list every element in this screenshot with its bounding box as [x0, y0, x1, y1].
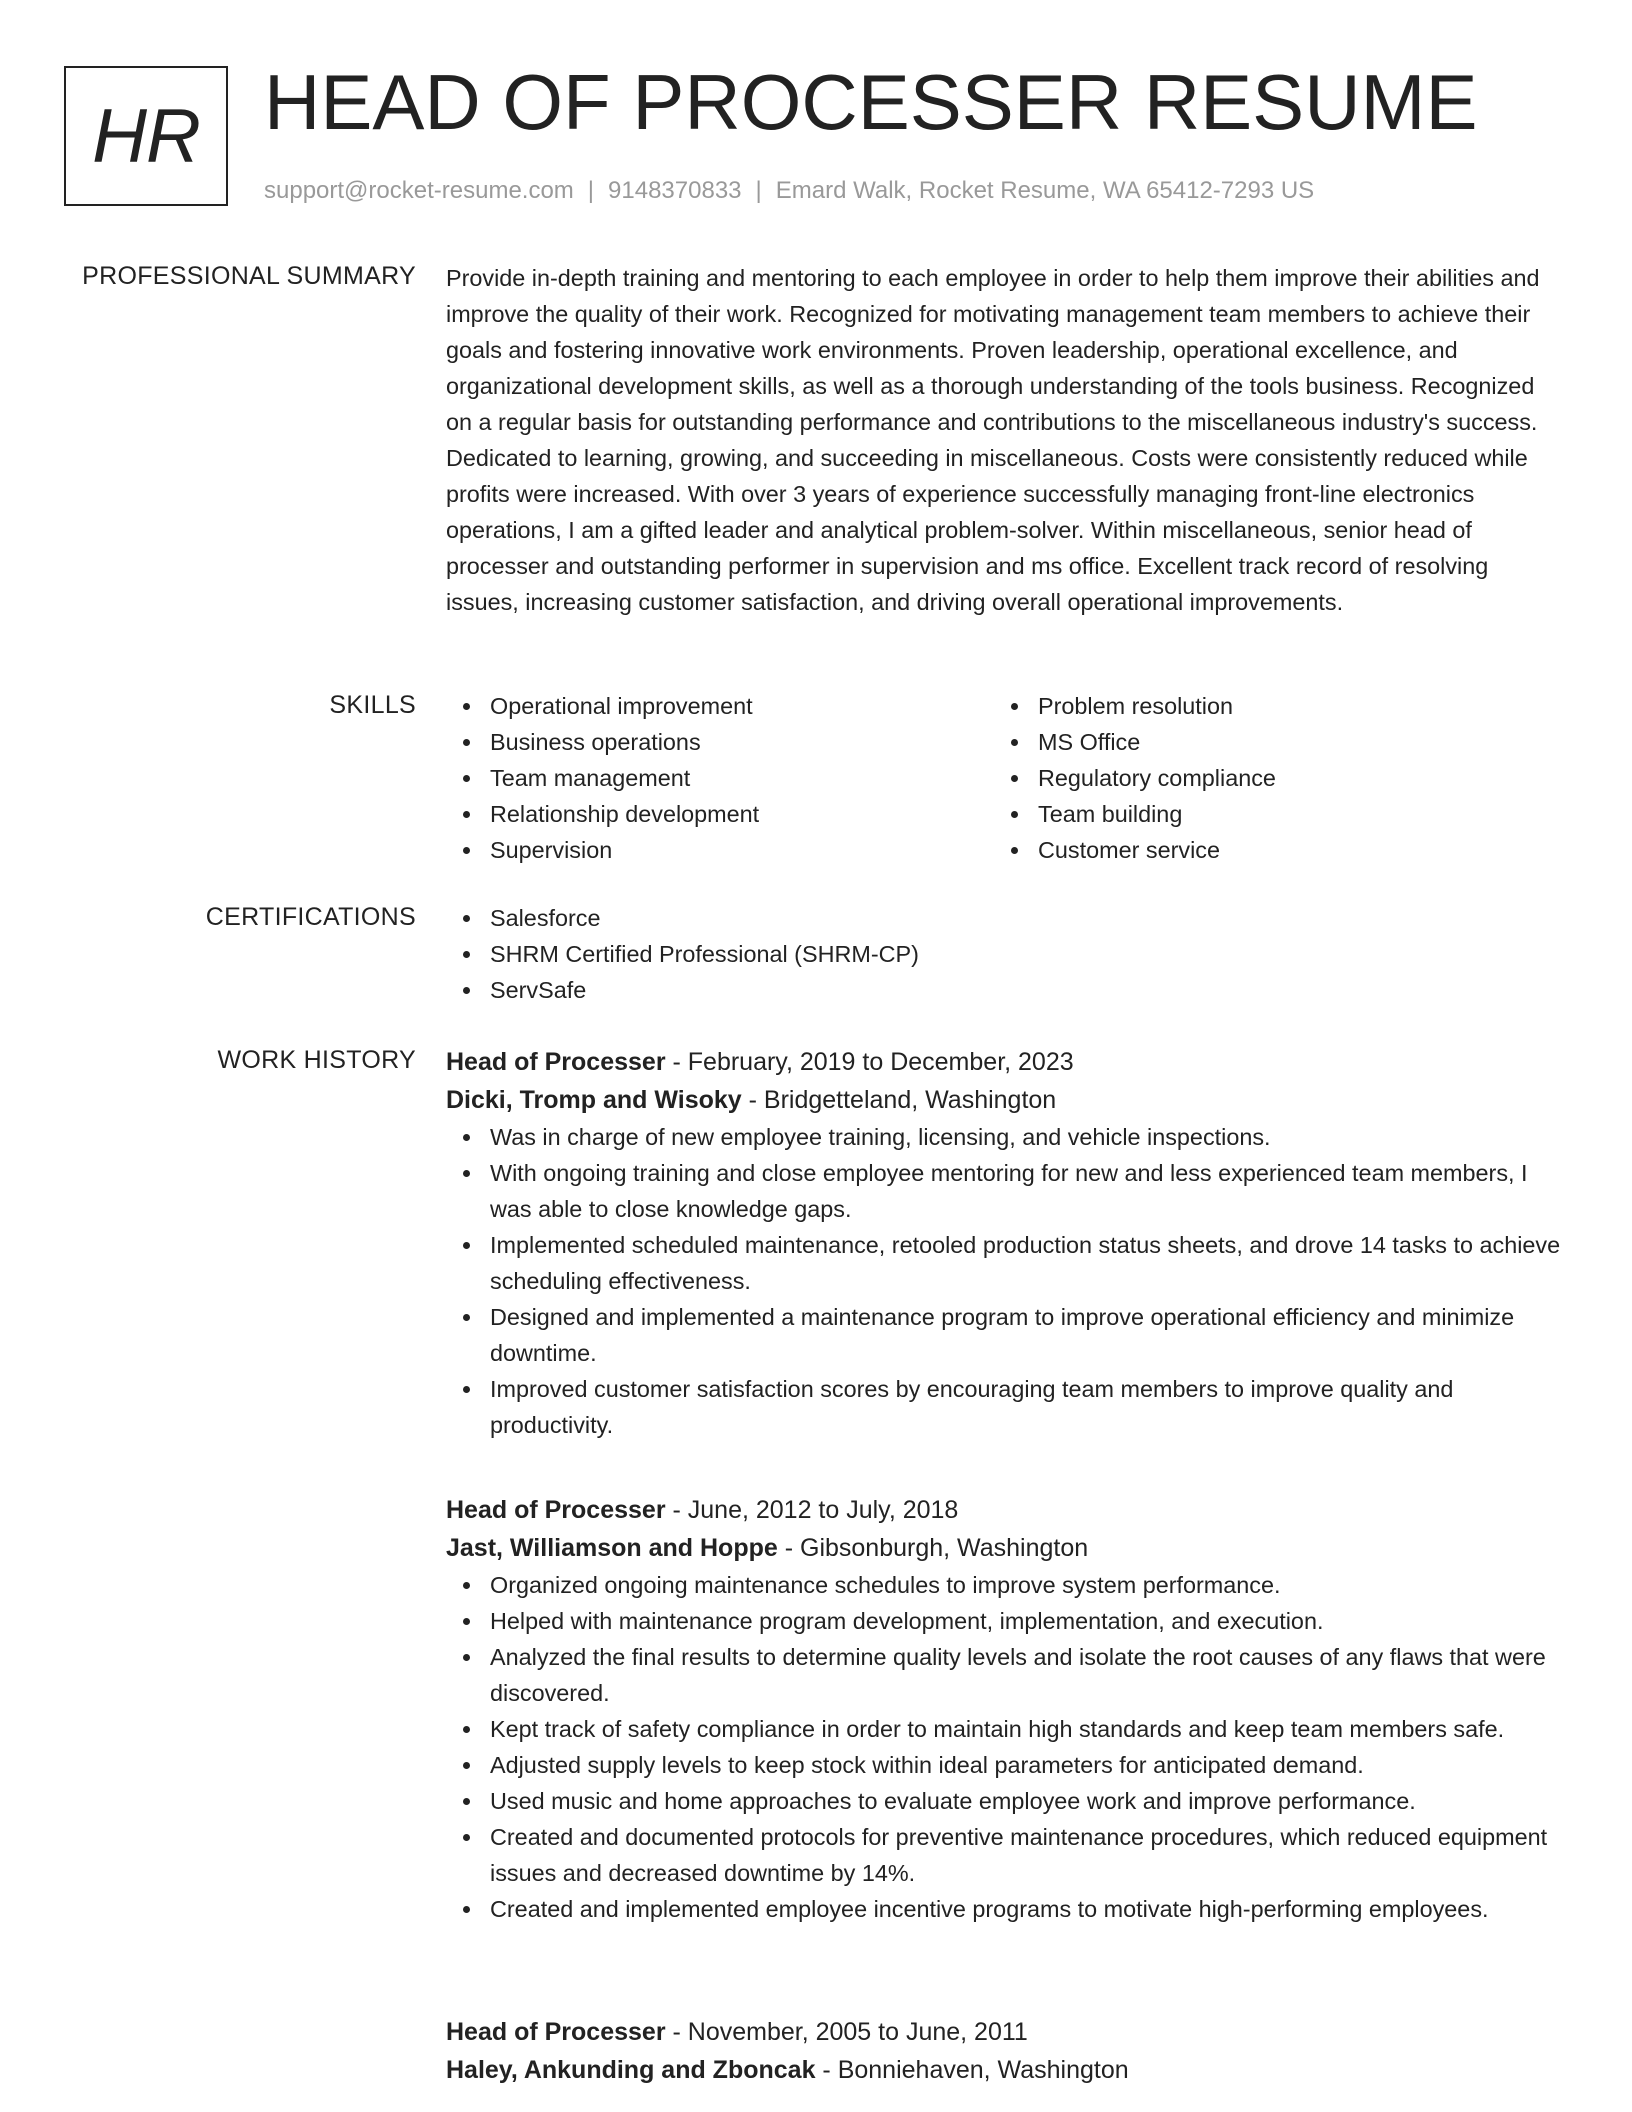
contact-address: Emard Walk, Rocket Resume, WA 65412-7293 US — [775, 177, 1315, 204]
job-bullet: Analyzed the final results to determine quality levels and isolate the root causes of any flaws that were discovered. — [446, 1639, 1566, 1711]
job-bullet: Was in charge of new employee training, licensing, and vehicle inspections. — [446, 1119, 1566, 1155]
job-company: Jast, Williamson and Hoppe — [446, 1534, 778, 1562]
certification-item: ServSafe — [446, 972, 1566, 1008]
job-dates: - February, 2019 to December, 2023 — [665, 1048, 1074, 1076]
resume-title: HEAD OF PROCESSER RESUME — [264, 58, 1478, 146]
skill-item: Supervision — [446, 832, 994, 868]
job-title-line — [446, 1491, 1566, 1529]
skills-list-left — [446, 688, 994, 868]
job-bullet: Helped with maintenance program development, implementation, and execution. — [446, 1603, 1566, 1639]
job-title: Head of Processer — [446, 2018, 666, 2046]
job-company-line — [446, 2051, 1566, 2089]
section-label-work-history: WORK HISTORY — [217, 1046, 416, 1074]
job-bullet: Used music and home approaches to evaluate employee work and improve performance. — [446, 1783, 1566, 1819]
skill-item: Business operations — [446, 724, 994, 760]
job-location: - Bonniehaven, Washington — [815, 2056, 1129, 2084]
skills-list-right — [994, 688, 1542, 868]
job-bullet: Designed and implemented a maintenance program to improve operational efficiency and minimize downtime. — [446, 1299, 1566, 1371]
job-title-line — [446, 2013, 1566, 2051]
job-bullet: Created and implemented employee incentive programs to motivate high-performing employees. — [446, 1891, 1566, 1927]
skill-item: Team management — [446, 760, 994, 796]
section-label-certifications: CERTIFICATIONS — [205, 903, 416, 931]
job-entry — [446, 1491, 1566, 1927]
monogram-box — [64, 66, 228, 206]
job-bullets — [446, 1119, 1566, 1443]
job-company-line — [446, 1081, 1566, 1119]
job-location: - Gibsonburgh, Washington — [777, 1534, 1089, 1562]
certifications-list — [446, 900, 1566, 1008]
section-label-skills: SKILLS — [329, 691, 416, 719]
job-entry — [446, 1043, 1566, 1443]
job-bullet: Kept track of safety compliance in order to maintain high standards and keep team members safe. — [446, 1711, 1566, 1747]
job-bullet: Improved customer satisfaction scores by encouraging team members to improve quality and productivity. — [446, 1371, 1566, 1443]
job-title: Head of Processer — [446, 1496, 666, 1524]
job-title-line — [446, 1043, 1566, 1081]
contact-separator: | — [587, 177, 595, 204]
job-bullet: Adjusted supply levels to keep stock within ideal parameters for anticipated demand. — [446, 1747, 1566, 1783]
skill-item: Problem resolution — [994, 688, 1542, 724]
job-bullet: Created and documented protocols for preventive maintenance procedures, which reduced equipment issues and decreased downtime by 14%. — [446, 1819, 1566, 1891]
skill-item: Team building — [994, 796, 1542, 832]
job-company: Haley, Ankunding and Zboncak — [446, 2056, 816, 2084]
job-bullet: Implemented scheduled maintenance, retooled production status sheets, and drove 14 tasks to achieve scheduling effectiveness. — [446, 1227, 1566, 1299]
skill-item: Operational improvement — [446, 688, 994, 724]
contact-phone[interactable]: 9148370833 — [608, 177, 742, 204]
job-bullet: Organized ongoing maintenance schedules to improve system performance. — [446, 1567, 1566, 1603]
certification-item: Salesforce — [446, 900, 1566, 936]
skill-item: Regulatory compliance — [994, 760, 1542, 796]
contact-line — [264, 176, 1314, 206]
job-title: Head of Processer — [446, 1048, 666, 1076]
skill-item: Customer service — [994, 832, 1542, 868]
summary-text: Provide in-depth training and mentoring to each employee in order to help them improve their abilities and improve the quality of their work. Recognized for motivating management team members to achieve their goals and fostering innovative work environments. Proven leadership, operational excellence, and organizational development skills, as well as a thorough understanding of the tools business. Recognized on a regular basis for outstanding performance and contributions to the miscellaneous industry's success. Dedicated to learning, growing, and succeeding in miscellaneous. Costs were consistently reduced while profits were increased. With over 3 years of experience successfully managing front-line electronics operations, I am a gifted leader and analytical problem-solver. Within miscellaneous, senior head of processer and outstanding performer in supervision and ms office. Excellent track record of resolving issues, increasing customer satisfaction, and driving overall operational improvements. — [446, 265, 1540, 615]
monogram-initials: HR — [92, 93, 200, 179]
job-dates: - June, 2012 to July, 2018 — [665, 1496, 959, 1524]
contact-email[interactable]: support@rocket-resume.com — [264, 177, 574, 204]
job-company: Dicki, Tromp and Wisoky — [446, 1086, 742, 1114]
skill-item: Relationship development — [446, 796, 994, 832]
certification-item: SHRM Certified Professional (SHRM-CP) — [446, 936, 1566, 972]
job-company-line — [446, 1529, 1566, 1567]
job-bullet: With ongoing training and close employee mentoring for new and less experienced team members, I was able to close knowledge gaps. — [446, 1155, 1566, 1227]
job-entry — [446, 2013, 1566, 2089]
job-location: - Bridgetteland, Washington — [741, 1086, 1057, 1114]
contact-separator: | — [755, 177, 762, 204]
job-dates: - November, 2005 to June, 2011 — [665, 2018, 1028, 2046]
skill-item: MS Office — [994, 724, 1542, 760]
job-bullets — [446, 1567, 1566, 1927]
section-label-summary: PROFESSIONAL SUMMARY — [82, 262, 416, 290]
